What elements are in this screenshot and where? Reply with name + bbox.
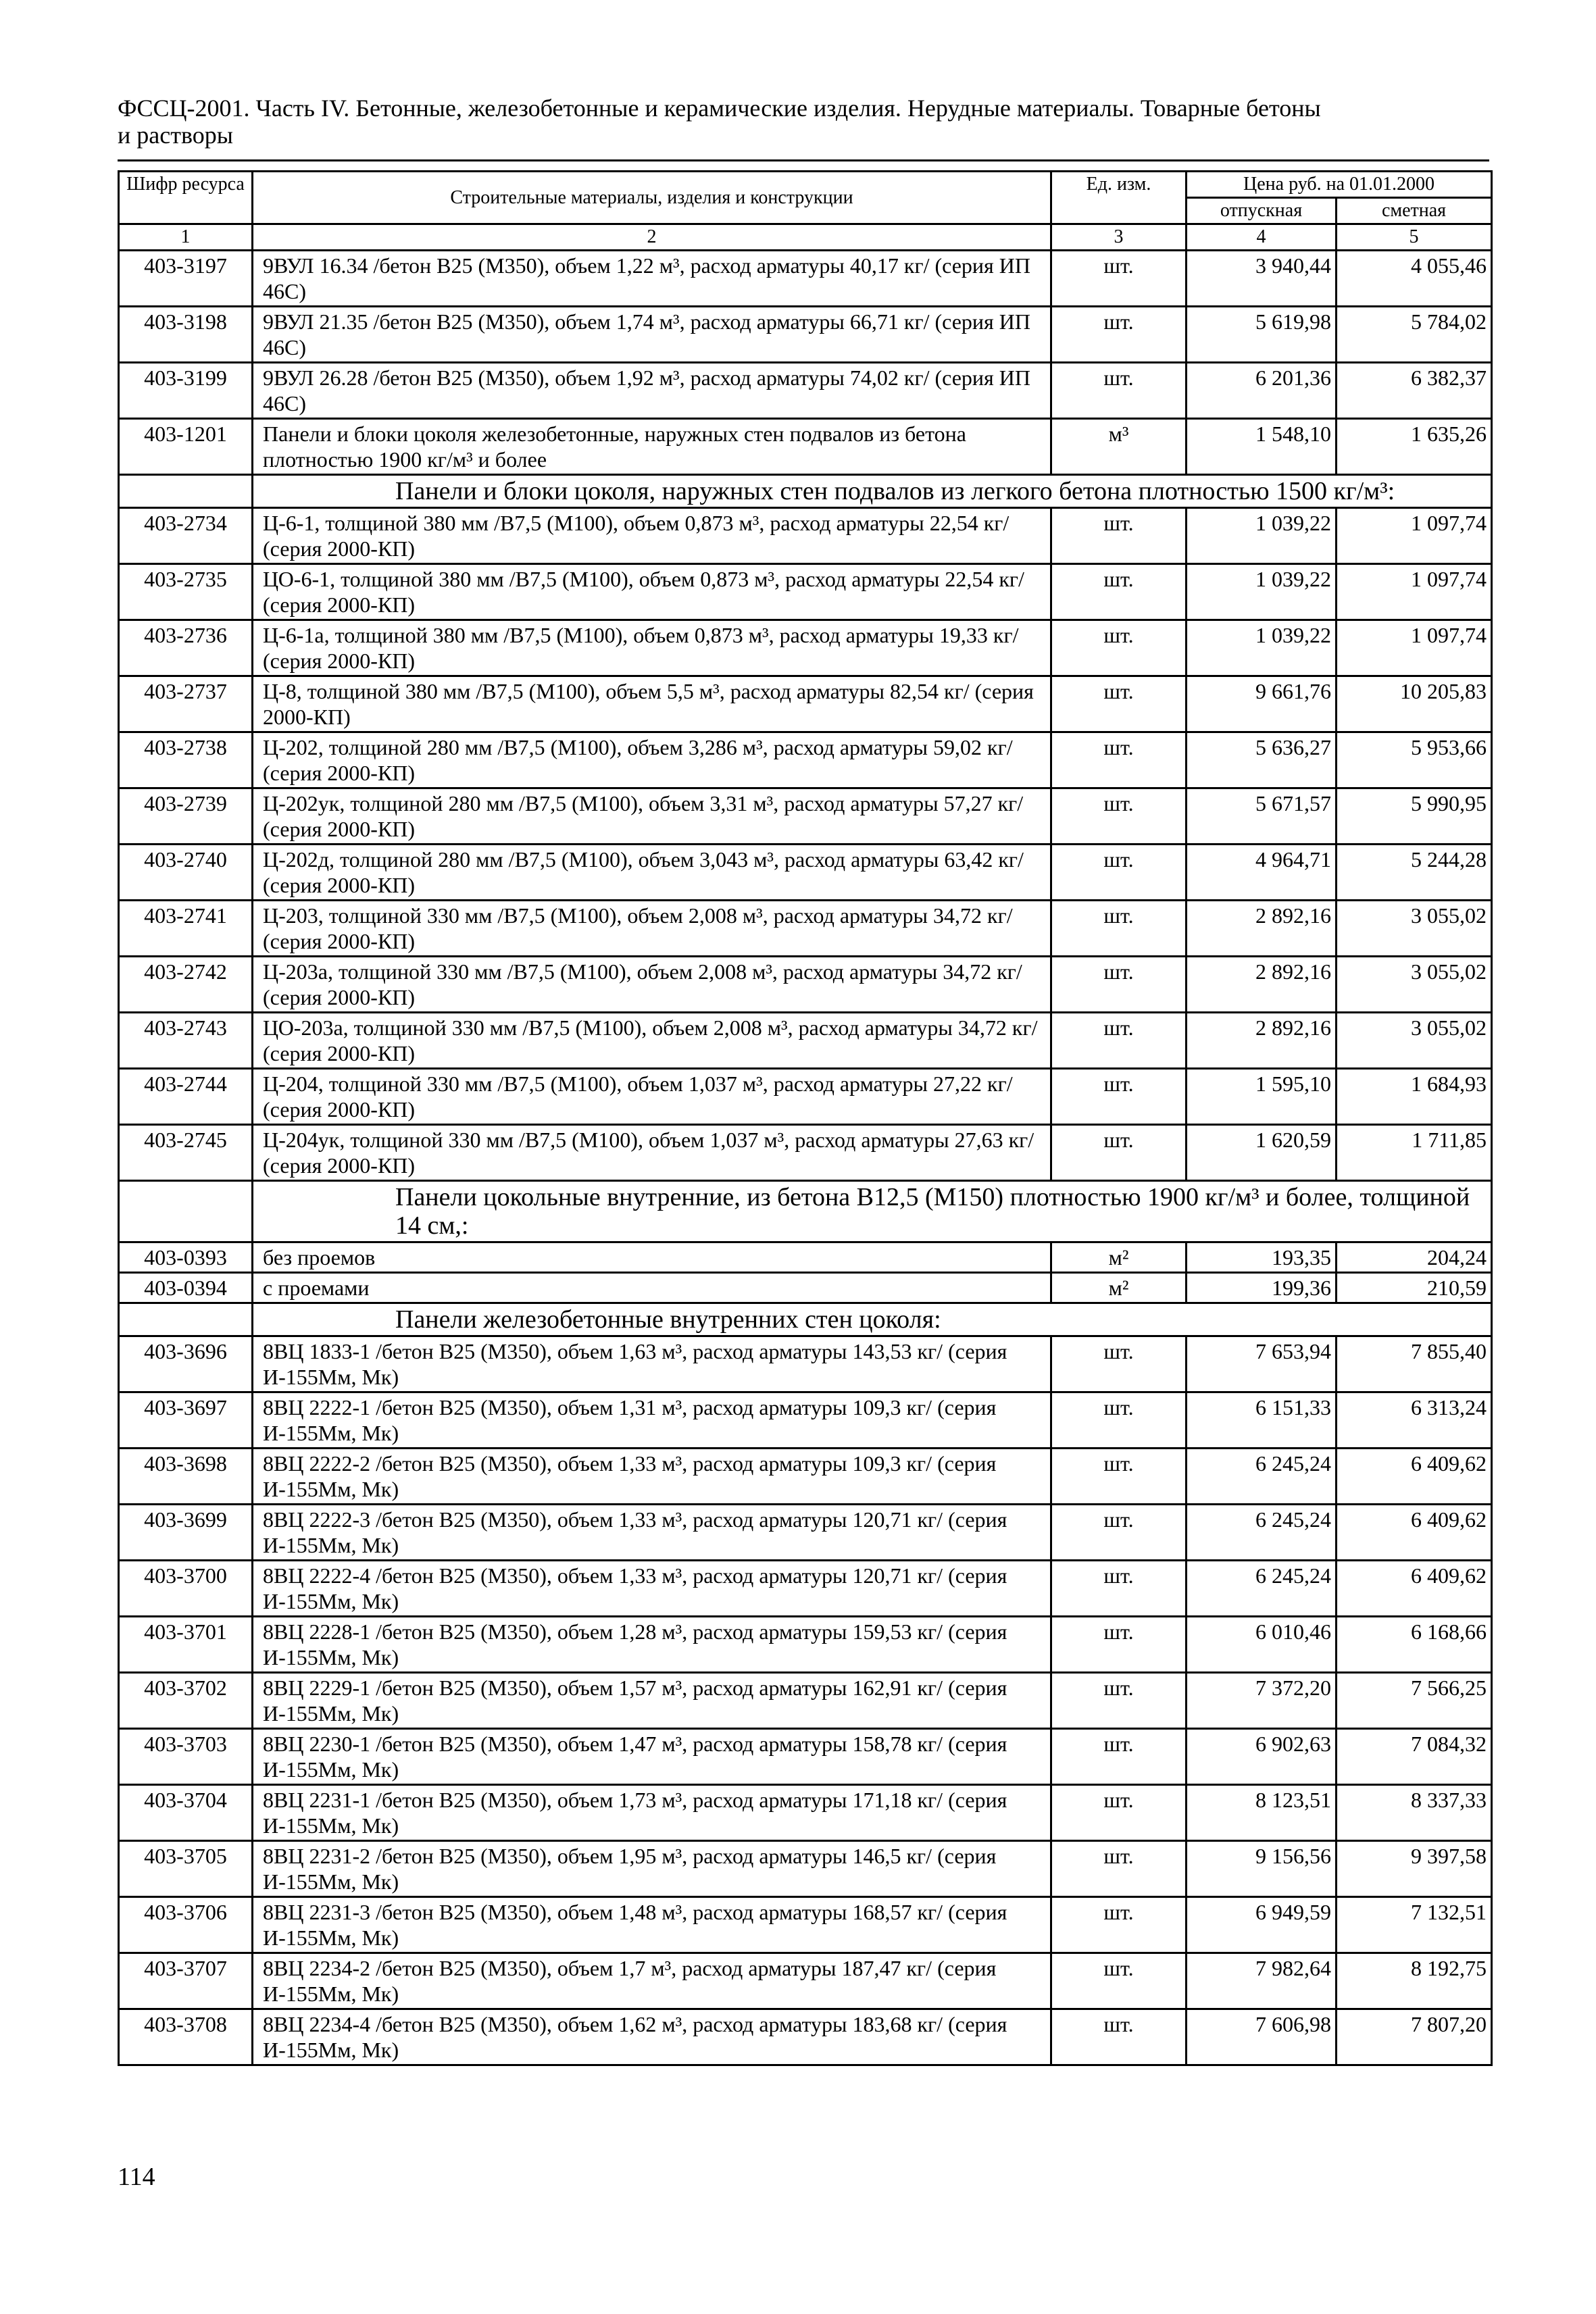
table-row [119,1069,1492,1125]
release-price: 1 595,10 [1187,1069,1337,1125]
header-name: Строительные материалы, изделия и конструкции [253,172,1051,224]
estimate-price: 7 132,51 [1337,1897,1492,1953]
item-description: 8ВЦ 1833-1 /бетон B25 (М350), объем 1,63 м³, расход арматуры 143,53 кг/ (серия И-155Мм, Мк) [253,1336,1051,1392]
item-description: Панели и блоки цоколя железобетонные, наружных стен подвалов из бетона плотностью 1900 кг/м³ и более [253,419,1051,475]
estimate-price: 1 097,74 [1337,620,1492,676]
item-description: 8ВЦ 2231-1 /бетон B25 (М350), объем 1,73 м³, расход арматуры 171,18 кг/ (серия И-155Мм, Мк) [253,1785,1051,1841]
estimate-price: 1 684,93 [1337,1069,1492,1125]
page-title-continuation: и растворы [118,122,233,149]
unit-of-measure: м² [1051,1273,1187,1303]
resource-code: 403-3707 [119,1953,253,2009]
estimate-price: 6 382,37 [1337,363,1492,419]
release-price: 5 619,98 [1187,307,1337,363]
estimate-price: 210,59 [1337,1273,1492,1303]
unit-of-measure: шт. [1051,732,1187,788]
item-description: 8ВЦ 2231-3 /бетон B25 (М350), объем 1,48 м³, расход арматуры 168,57 кг/ (серия И-155Мм, Мк) [253,1897,1051,1953]
estimate-price: 1 097,74 [1337,564,1492,620]
estimate-price: 5 784,02 [1337,307,1492,363]
release-price: 1 039,22 [1187,508,1337,564]
item-description: Ц-202д, толщиной 280 мм /B7,5 (М100), объем 3,043 м³, расход арматуры 63,42 кг/ (серия 2000-КП) [253,845,1051,901]
release-price: 7 606,98 [1187,2009,1337,2065]
resource-code: 403-3199 [119,363,253,419]
unit-of-measure: шт. [1051,1841,1187,1897]
table-row [119,1505,1492,1561]
estimate-price: 5 953,66 [1337,732,1492,788]
table-row [119,419,1492,475]
table-row [119,1013,1492,1069]
estimate-price: 7 855,40 [1337,1336,1492,1392]
resource-code: 403-3706 [119,1897,253,1953]
table-row [119,1392,1492,1449]
header-unit: Ед. изм. [1051,172,1187,224]
unit-of-measure: шт. [1051,1449,1187,1505]
item-description: 8ВЦ 2234-2 /бетон B25 (М350), объем 1,7 м³, расход арматуры 187,47 кг/ (серия И-155Мм, Мк) [253,1953,1051,2009]
item-description: 9ВУЛ 21.35 /бетон B25 (М350), объем 1,74 м³, расход арматуры 66,71 кг/ (серия ИП 46С) [253,307,1051,363]
header-estimate-price: сметная [1337,198,1492,224]
column-number: 1 [119,224,253,251]
resource-code: 403-1201 [119,419,253,475]
release-price: 6 151,33 [1187,1392,1337,1449]
item-description: 8ВЦ 2222-3 /бетон B25 (М350), объем 1,33 м³, расход арматуры 120,71 кг/ (серия И-155Мм, Мк) [253,1505,1051,1561]
estimate-price: 3 055,02 [1337,901,1492,957]
unit-of-measure: шт. [1051,1125,1187,1181]
resource-code: 403-2734 [119,508,253,564]
unit-of-measure: шт. [1051,788,1187,845]
unit-of-measure: шт. [1051,1617,1187,1673]
release-price: 5 671,57 [1187,788,1337,845]
item-description: Ц-8, толщиной 380 мм /B7,5 (М100), объем 5,5 м³, расход арматуры 82,54 кг/ (серия 2000-КП) [253,676,1051,732]
item-description: с проемами [253,1273,1051,1303]
item-description: Ц-202, толщиной 280 мм /B7,5 (М100), объем 3,286 м³, расход арматуры 59,02 кг/ (серия 2000-КП) [253,732,1051,788]
resource-code: 403-2740 [119,845,253,901]
resource-code: 403-2742 [119,957,253,1013]
estimate-price: 5 244,28 [1337,845,1492,901]
table-row [119,1673,1492,1729]
resource-code: 403-3696 [119,1336,253,1392]
item-description: Ц-204, толщиной 330 мм /B7,5 (М100), объем 1,037 м³, расход арматуры 27,22 кг/ (серия 2000-КП) [253,1069,1051,1125]
item-description: ЦО-203а, толщиной 330 мм /B7,5 (М100), объем 2,008 м³, расход арматуры 34,72 кг/ (серия 2000-КП) [253,1013,1051,1069]
unit-of-measure: шт. [1051,1013,1187,1069]
release-price: 6 245,24 [1187,1505,1337,1561]
group-heading: Панели железобетонные внутренних стен цоколя: [253,1303,1492,1336]
item-description: Ц-6-1, толщиной 380 мм /B7,5 (М100), объем 0,873 м³, расход арматуры 22,54 кг/ (серия 2000-КП) [253,508,1051,564]
item-description: 8ВЦ 2222-4 /бетон B25 (М350), объем 1,33 м³, расход арматуры 120,71 кг/ (серия И-155Мм, Мк) [253,1561,1051,1617]
table-row [119,564,1492,620]
page-title: ФССЦ-2001. Часть IV. Бетонные, железобетонные и керамические изделия. Нерудные материалы. Товарные бетоны [118,95,1321,122]
page-header [118,95,1489,149]
unit-of-measure: шт. [1051,564,1187,620]
unit-of-measure: шт. [1051,307,1187,363]
release-price: 193,35 [1187,1242,1337,1273]
table-row [119,788,1492,845]
table-row [119,307,1492,363]
unit-of-measure: шт. [1051,957,1187,1013]
resource-code: 403-3705 [119,1841,253,1897]
release-price: 7 372,20 [1187,1673,1337,1729]
release-price: 9 661,76 [1187,676,1337,732]
release-price: 6 010,46 [1187,1617,1337,1673]
table-row [119,1242,1492,1273]
table-row [119,1785,1492,1841]
release-price: 2 892,16 [1187,1013,1337,1069]
table-column-numbers [119,224,1492,251]
table-row [119,508,1492,564]
item-description: Ц-202ук, толщиной 280 мм /B7,5 (М100), объем 3,31 м³, расход арматуры 57,27 кг/ (серия 2000-КП) [253,788,1051,845]
table-row [119,1841,1492,1897]
estimate-price: 5 990,95 [1337,788,1492,845]
estimate-price: 8 192,75 [1337,1953,1492,2009]
group-code-cell [119,1181,253,1242]
unit-of-measure: шт. [1051,620,1187,676]
resource-code: 403-3708 [119,2009,253,2065]
estimate-price: 7 566,25 [1337,1673,1492,1729]
unit-of-measure: шт. [1051,251,1187,307]
item-description: 8ВЦ 2229-1 /бетон B25 (М350), объем 1,57 м³, расход арматуры 162,91 кг/ (серия И-155Мм, Мк) [253,1673,1051,1729]
release-price: 1 620,59 [1187,1125,1337,1181]
unit-of-measure: шт. [1051,508,1187,564]
unit-of-measure: шт. [1051,1336,1187,1392]
item-description: Ц-203а, толщиной 330 мм /B7,5 (М100), объем 2,008 м³, расход арматуры 34,72 кг/ (серия 2000-КП) [253,957,1051,1013]
resource-code: 403-0393 [119,1242,253,1273]
table-row [119,1953,1492,2009]
unit-of-measure: шт. [1051,1505,1187,1561]
table-row [119,363,1492,419]
resource-code: 403-3697 [119,1392,253,1449]
release-price: 5 636,27 [1187,732,1337,788]
estimate-price: 6 409,62 [1337,1505,1492,1561]
table-body [119,251,1492,2065]
table-row [119,732,1492,788]
column-number: 4 [1187,224,1337,251]
table-row [119,620,1492,676]
release-price: 6 201,36 [1187,363,1337,419]
table-row [119,1125,1492,1181]
resource-code: 403-3198 [119,307,253,363]
release-price: 9 156,56 [1187,1841,1337,1897]
column-number: 5 [1337,224,1492,251]
estimate-price: 1 635,26 [1337,419,1492,475]
unit-of-measure: шт. [1051,676,1187,732]
unit-of-measure: шт. [1051,1561,1187,1617]
item-description: 8ВЦ 2228-1 /бетон B25 (М350), объем 1,28 м³, расход арматуры 159,53 кг/ (серия И-155Мм, Мк) [253,1617,1051,1673]
table-row [119,1617,1492,1673]
estimate-price: 1 711,85 [1337,1125,1492,1181]
table-row [119,845,1492,901]
resource-code: 403-3702 [119,1673,253,1729]
unit-of-measure: шт. [1051,1673,1187,1729]
table-row [119,1729,1492,1785]
item-description: 8ВЦ 2230-1 /бетон B25 (М350), объем 1,47 м³, расход арматуры 158,78 кг/ (серия И-155Мм, Мк) [253,1729,1051,1785]
release-price: 6 245,24 [1187,1561,1337,1617]
estimate-price: 1 097,74 [1337,508,1492,564]
release-price: 7 982,64 [1187,1953,1337,2009]
resource-code: 403-2735 [119,564,253,620]
estimate-price: 9 397,58 [1337,1841,1492,1897]
item-description: 8ВЦ 2222-1 /бетон B25 (М350), объем 1,31 м³, расход арматуры 109,3 кг/ (серия И-155Мм, Мк) [253,1392,1051,1449]
resource-code: 403-3704 [119,1785,253,1841]
group-heading-row [119,1181,1492,1242]
page-number: 114 [118,2163,155,2191]
estimate-price: 3 055,02 [1337,957,1492,1013]
release-price: 6 245,24 [1187,1449,1337,1505]
unit-of-measure: шт. [1051,1069,1187,1125]
unit-of-measure: м³ [1051,419,1187,475]
resource-code: 403-2736 [119,620,253,676]
header-code: Шифр ресурса [119,172,253,224]
group-code-cell [119,475,253,508]
estimate-price: 10 205,83 [1337,676,1492,732]
resource-code: 403-3700 [119,1561,253,1617]
estimate-price: 7 807,20 [1337,2009,1492,2065]
unit-of-measure: шт. [1051,1729,1187,1785]
estimate-price: 6 409,62 [1337,1449,1492,1505]
release-price: 7 653,94 [1187,1336,1337,1392]
unit-of-measure: шт. [1051,363,1187,419]
estimate-price: 4 055,46 [1337,251,1492,307]
item-description: Ц-203, толщиной 330 мм /B7,5 (М100), объем 2,008 м³, расход арматуры 34,72 кг/ (серия 2000-КП) [253,901,1051,957]
table-row [119,1336,1492,1392]
group-heading-row [119,475,1492,508]
resource-code: 403-3197 [119,251,253,307]
release-price: 2 892,16 [1187,957,1337,1013]
resource-code: 403-3703 [119,1729,253,1785]
resource-code: 403-2743 [119,1013,253,1069]
item-description: 9ВУЛ 16.34 /бетон B25 (М350), объем 1,22 м³, расход арматуры 40,17 кг/ (серия ИП 46С) [253,251,1051,307]
release-price: 6 949,59 [1187,1897,1337,1953]
unit-of-measure: шт. [1051,1897,1187,1953]
release-price: 3 940,44 [1187,251,1337,307]
resource-code: 403-2738 [119,732,253,788]
table-header-row-1 [119,172,1492,198]
column-number: 2 [253,224,1051,251]
unit-of-measure: шт. [1051,901,1187,957]
resource-code: 403-3699 [119,1505,253,1561]
table-row [119,2009,1492,2065]
table-row [119,1897,1492,1953]
item-description: без проемов [253,1242,1051,1273]
unit-of-measure: шт. [1051,2009,1187,2065]
release-price: 6 902,63 [1187,1729,1337,1785]
unit-of-measure: м² [1051,1242,1187,1273]
release-price: 4 964,71 [1187,845,1337,901]
estimate-price: 3 055,02 [1337,1013,1492,1069]
estimate-price: 8 337,33 [1337,1785,1492,1841]
release-price: 1 039,22 [1187,564,1337,620]
group-heading: Панели цокольные внутренние, из бетона B12,5 (М150) плотностью 1900 кг/м³ и более, толщиной 14 см,: [253,1181,1492,1242]
release-price: 1 039,22 [1187,620,1337,676]
resource-code: 403-2737 [119,676,253,732]
table-row [119,1449,1492,1505]
resource-code: 403-2745 [119,1125,253,1181]
release-price: 8 123,51 [1187,1785,1337,1841]
estimate-price: 6 168,66 [1337,1617,1492,1673]
resource-code: 403-3698 [119,1449,253,1505]
resource-code: 403-2739 [119,788,253,845]
table-row [119,1273,1492,1303]
header-release-price: отпускная [1187,198,1337,224]
item-description: Ц-6-1а, толщиной 380 мм /B7,5 (М100), объем 0,873 м³, расход арматуры 19,33 кг/ (серия 2000-КП) [253,620,1051,676]
unit-of-measure: шт. [1051,845,1187,901]
estimate-price: 204,24 [1337,1242,1492,1273]
resource-code: 403-2744 [119,1069,253,1125]
unit-of-measure: шт. [1051,1953,1187,2009]
item-description: Ц-204ук, толщиной 330 мм /B7,5 (М100), объем 1,037 м³, расход арматуры 27,63 кг/ (серия 2000-КП) [253,1125,1051,1181]
item-description: 9ВУЛ 26.28 /бетон B25 (М350), объем 1,92 м³, расход арматуры 74,02 кг/ (серия ИП 46С) [253,363,1051,419]
release-price: 2 892,16 [1187,901,1337,957]
estimate-price: 7 084,32 [1337,1729,1492,1785]
table-row [119,251,1492,307]
estimate-price: 6 313,24 [1337,1392,1492,1449]
estimate-price: 6 409,62 [1337,1561,1492,1617]
item-description: 8ВЦ 2231-2 /бетон B25 (М350), объем 1,95 м³, расход арматуры 146,5 кг/ (серия И-155Мм, Мк) [253,1841,1051,1897]
group-heading: Панели и блоки цоколя, наружных стен подвалов из легкого бетона плотностью 1500 кг/м³: [253,475,1492,508]
table-row [119,1561,1492,1617]
item-description: ЦО-6-1, толщиной 380 мм /B7,5 (М100), объем 0,873 м³, расход арматуры 22,54 кг/ (серия 2000-КП) [253,564,1051,620]
group-code-cell [119,1303,253,1336]
resource-code: 403-0394 [119,1273,253,1303]
release-price: 1 548,10 [1187,419,1337,475]
price-table [118,170,1493,2066]
resource-code: 403-2741 [119,901,253,957]
header-price: Цена руб. на 01.01.2000 [1187,172,1492,198]
table-row [119,901,1492,957]
column-number: 3 [1051,224,1187,251]
table-row [119,676,1492,732]
release-price: 199,36 [1187,1273,1337,1303]
resource-code: 403-3701 [119,1617,253,1673]
table-row [119,957,1492,1013]
group-heading-row [119,1303,1492,1336]
item-description: 8ВЦ 2222-2 /бетон B25 (М350), объем 1,33 м³, расход арматуры 109,3 кг/ (серия И-155Мм, Мк) [253,1449,1051,1505]
unit-of-measure: шт. [1051,1785,1187,1841]
unit-of-measure: шт. [1051,1392,1187,1449]
item-description: 8ВЦ 2234-4 /бетон B25 (М350), объем 1,62 м³, расход арматуры 183,68 кг/ (серия И-155Мм, Мк) [253,2009,1051,2065]
header-rule [118,159,1489,161]
